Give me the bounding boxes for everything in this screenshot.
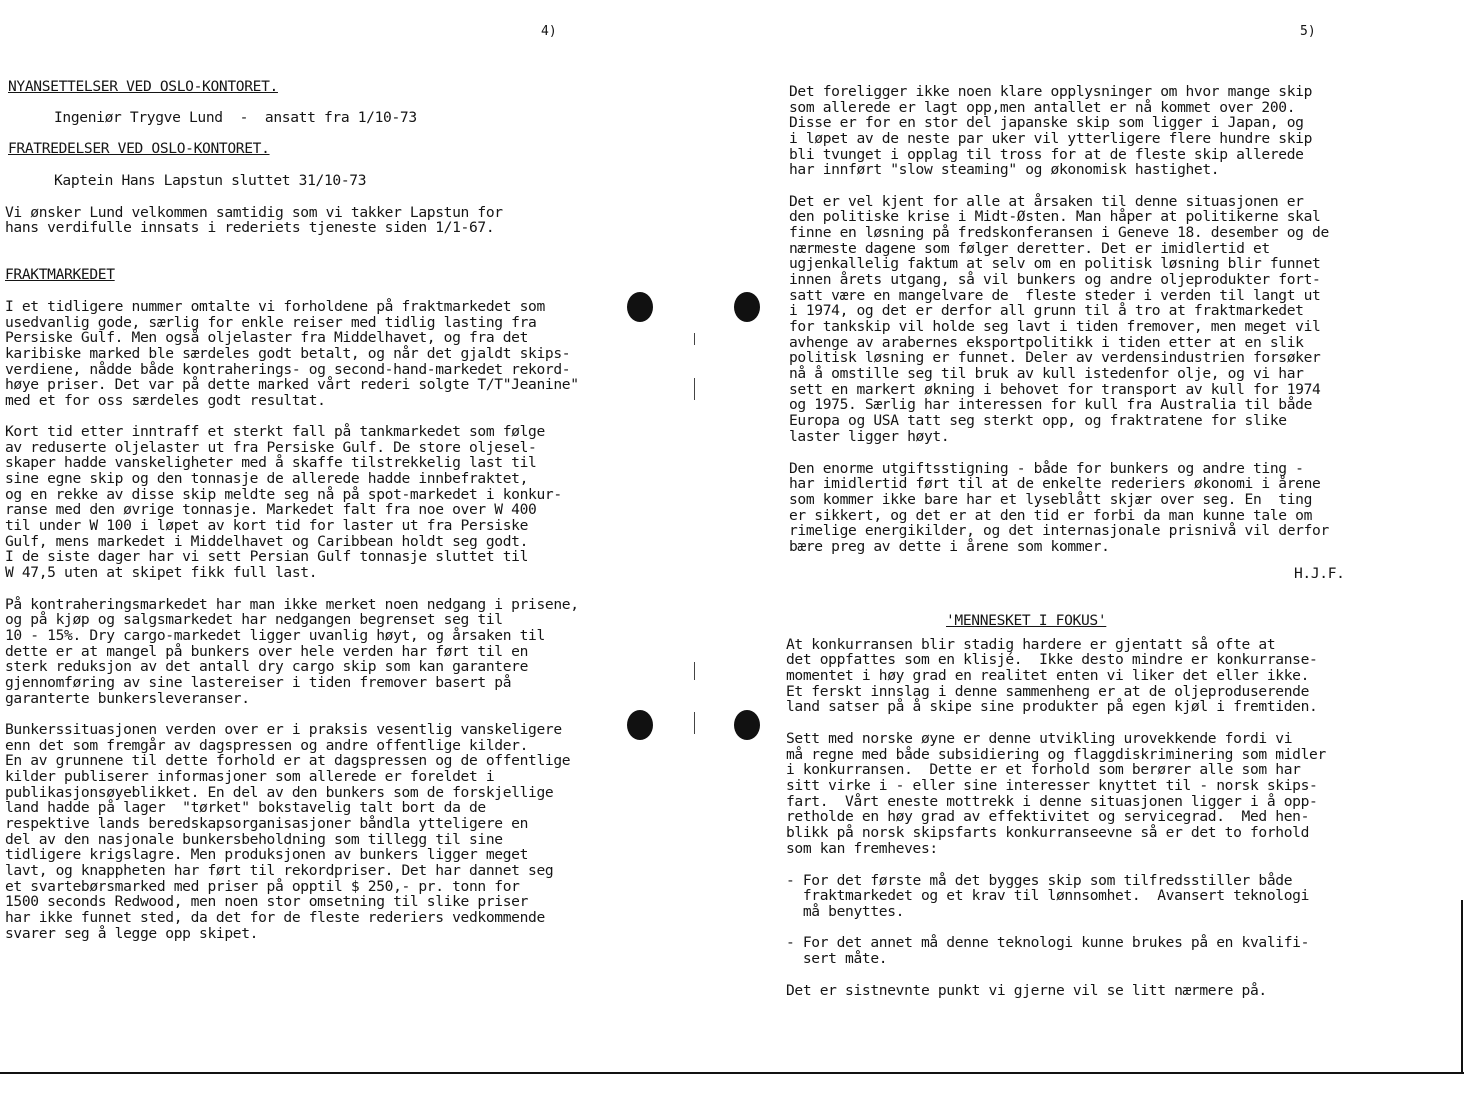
text-line: fart. Vårt eneste mottrekk i denne situasjonen ligger i å opp- [786,793,1318,810]
text-line: blikk på norsk skipsfarts konkurranseevne så er det to forhold [786,824,1310,841]
text-line: i konkurransen. Dette er et forhold som berører alle som har [786,761,1301,778]
text-line: I de siste dager har vi sett Persian Gulf tonnasje sluttet til [5,548,529,565]
text-line: Kort tid etter inntraff et sterkt fall på tankmarkedet som følge [5,423,545,440]
text-line: bære preg av dette i årene som kommer. [789,538,1110,555]
text-line: Den enorme utgiftsstigning - både for bunkers og andre ting - [789,460,1304,477]
text-line: som allerede er lagt opp,men antallet er nå kommet over 200. [789,99,1296,116]
text-line: publikasjonsøyeblikket. En del av den bunkers som de forskjellige [5,784,554,801]
text-line: Vi ønsker Lund velkommen samtidig som vi takker Lapstun for [5,204,503,221]
text-line: svarer seg å legge opp skipet. [5,925,259,942]
text-line: sett en markert økning i behovet for transport av kull for 1974 [789,381,1321,398]
text-line: tidligere krigslagre. Men produksjonen av bunkers ligger meget [5,846,529,863]
binder-hole-mark [734,710,760,740]
text-line: garanterte bunkersleveranser. [5,690,250,707]
text-line: 1500 seconds Redwood, men noen stor omsetning til slike priser [5,893,529,910]
text-line: del av den nasjonale bunkersbeholdning som tillegg til sine [5,831,503,848]
text-line: hans verdifulle innsats i rederiets tjeneste siden 1/1-67. [5,219,495,236]
text-line: - For det annet må denne teknologi kunne brukes på en kvalifi- [786,934,1310,951]
signature: H.J.F. [1294,565,1345,582]
hired-line: Ingeniør Trygve Lund - ansatt fra 1/10-73 [54,109,417,126]
text-line: At konkurransen blir stadig hardere er gjentatt så ofte at [786,636,1276,653]
text-line: - For det første må det bygges skip som tilfredsstiller både [786,872,1293,889]
text-line: er sikkert, og det er at den tid er forbi da man kunne tale om [789,507,1313,524]
heading-focus: 'MENNESKET I FOKUS' [946,612,1107,629]
text-line: respektive lands beredskapsorganisasjoner båndla ytteligere en [5,815,529,832]
text-line: som kommer ikke bare har et lyseblått skjær over seg. En ting [789,491,1313,508]
text-line: nå å omstille seg til bruk av kull istedenfor olje, og vi har [789,365,1304,382]
text-line: og en rekke av disse skip meldte seg nå på spot-markedet i konkur- [5,486,562,503]
text-line: Det foreligger ikke noen klare opplysninger om hvor mange skip [789,83,1313,100]
text-line: laster ligger høyt. [789,428,950,445]
text-line: Et ferskt innslag i denne sammenheng er at de oljeproduserende [786,683,1310,700]
text-line: skaper hadde vanskeligheter med å skaffe tilstrekkelig last til [5,454,537,471]
text-line: i løpet av de neste par uker vil ytterligere flere hundre skip [789,130,1313,147]
text-line: må regne med både subsidiering og flaggdiskriminering som midler [786,746,1326,763]
scan-speck [694,333,695,345]
text-line: sitt virke i - eller sine interesser knyttet til - norsk skips- [786,777,1318,794]
text-line: En av grunnene til dette forhold er at dagspressen og de offentlige [5,752,571,769]
text-line: W 47,5 uten at skipet fikk full last. [5,564,318,581]
binder-hole-mark [734,292,760,322]
text-line: til under W 100 i løpet av kort tid for laster ut fra Persiske [5,517,529,534]
heading-resigned: FRATREDELSER VED OSLO-KONTORET. [8,140,270,157]
text-line: avhenge av arabernes eksportpolitikk i tiden etter at en slik [789,334,1304,351]
text-line: sterk reduksjon av det antall dry cargo skip som kan garantere [5,658,529,675]
text-line: og 1975. Særlig har interessen for kull fra Australia til både [789,396,1313,413]
text-line: et svartebørsmarked med priser på opptil $ 250,- pr. tonn for [5,878,520,895]
closing-line: Det er sistnevnte punkt vi gjerne vil se litt nærmere på. [786,982,1267,999]
text-line: nærmeste dagene som følger deretter. Det er imidlertid et [789,240,1270,257]
text-line: og på kjøp og salgsmarkedet har nedgangen begrenset seg til [5,611,503,628]
text-line: av reduserte oljelaster ut fra Persiske Gulf. De store oljesel- [5,439,537,456]
text-line: lavt, og knappheten har ført til rekordpriser. Det har dannet seg [5,862,554,879]
text-line: ranse med den øvrige tonnasje. Markedet falt fra noe over W 400 [5,501,537,518]
text-line: enn det som fremgår av dagspressen og andre offentlige kilder. [5,737,529,754]
page-bottom-edge [0,1072,1464,1074]
binder-hole-mark [627,292,653,322]
text-line: verdiene, nådde både kontraherings- og second-hand-markedet rekord- [5,361,571,378]
text-line: Disse er for en stor del japanske skip som ligger i Japan, og [789,114,1304,131]
binder-hole-mark [627,710,653,740]
text-line: høye priser. Det var på dette marked vårt rederi solgte T/T"Jeanine" [5,376,579,393]
left-page [0,0,700,1075]
text-line: innen årets utgang, så vil bunkers og andre oljeprodukter fort- [789,271,1321,288]
text-line: 10 - 15%. Dry cargo-markedet ligger uvanlig høyt, og årsaken til [5,627,545,644]
right-page [740,0,1464,1075]
text-line: Persiske Gulf. Men også oljelaster fra Middelhavet, og fra det [5,329,529,346]
text-line: dette er at mangel på bunkers over hele verden har ført til en [5,643,529,660]
text-line: På kontraheringsmarkedet har man ikke merket noen nedgang i prisene, [5,596,579,613]
text-line: momentet i høy grad en realitet enten vi liker det eller ikke. [786,667,1310,684]
scan-speck [694,378,695,400]
page-number-right: 5) [1300,24,1316,39]
text-line: ugjenkallelig faktum at selv om en politisk løsning blir funnet [789,255,1321,272]
text-line: sine egne skip og den tonnasje de allerede hadde innbefraktet, [5,470,529,487]
text-line: politisk løsning er funnet. Deler av verdensindustrien forsøker [789,349,1321,366]
text-line: den politiske krise i Midt-Østen. Man håper at politikerne skal [789,208,1321,225]
text-line: bli tvunget i opplag til tross for at de fleste skip allerede [789,146,1304,163]
text-line: har innført "slow steaming" og økonomisk hastighet. [789,161,1220,178]
scan-speck [694,662,695,680]
text-line: finne en løsning på fredskonferansen i Geneve 18. desember og de [789,224,1329,241]
text-line: for tankskip vil holde seg lavt i tiden fremover, men meget vil [789,318,1321,335]
text-line: usedvanlig gode, særlig for enkle reiser med tidlig lasting fra [5,314,537,331]
text-line: kilder publiserer informasjoner som allerede er foreldet i [5,768,495,785]
text-line: Europa og USA tatt seg sterkt opp, og fraktratene for slike [789,412,1287,429]
text-line: rimelige energikilder, og det internasjonale prisnivå vil derfor [789,522,1329,539]
text-line: land satser på å skipe sine produkter på egen kjøl i fremtiden. [786,698,1318,715]
text-line: retholde en høy grad av effektivitet og servicegrad. Med hen- [786,808,1310,825]
text-line: har imidlertid ført til at de enkelte rederiers økonomi i årene [789,475,1321,492]
text-line: med et for oss særdeles godt resultat. [5,392,326,409]
text-line: gjennomføring av sine lastereiser i tiden fremover basert på [5,674,512,691]
resigned-line: Kaptein Hans Lapstun sluttet 31/10-73 [54,172,367,189]
text-line: Sett med norske øyne er denne utvikling urovekkende fordi vi [786,730,1293,747]
text-line: I et tidligere nummer omtalte vi forholdene på fraktmarkedet som [5,298,545,315]
text-line: i 1974, og det er derfor all grunn til å tro at fraktmarkedet [789,302,1304,319]
page-number-left: 4) [541,24,557,39]
text-line: sert måte. [786,950,888,967]
text-line: fraktmarkedet og et krav til lønnsomhet. Avansert teknologi [786,887,1310,904]
text-line: som kan fremheves: [786,840,938,857]
text-line: har ikke funnet sted, da det for de fleste rederiers vedkommende [5,909,545,926]
text-line: må benyttes. [786,903,905,920]
text-line: det oppfattes som en klisjé. Ikke desto mindre er konkurranse- [786,651,1318,668]
heading-hired: NYANSETTELSER VED OSLO-KONTORET. [8,78,278,95]
heading-freight: FRAKTMARKEDET [5,266,115,283]
text-line: land hadde på lager "tørket" bokstavelig talt bort da de [5,799,486,816]
text-line: karibiske marked ble særdeles godt betalt, og når det gjaldt skips- [5,345,571,362]
text-line: Bunkerssituasjonen verden over er i praksis vesentlig vanskeligere [5,721,562,738]
text-line: satt være en mangelvare de fleste steder i verden til langt ut [789,287,1321,304]
scan-speck [694,712,695,734]
text-line: Det er vel kjent for alle at årsaken til denne situasjonen er [789,193,1304,210]
text-line: Gulf, mens markedet i Middelhavet og Caribbean holdt seg godt. [5,533,529,550]
page-right-edge [1461,900,1463,1074]
